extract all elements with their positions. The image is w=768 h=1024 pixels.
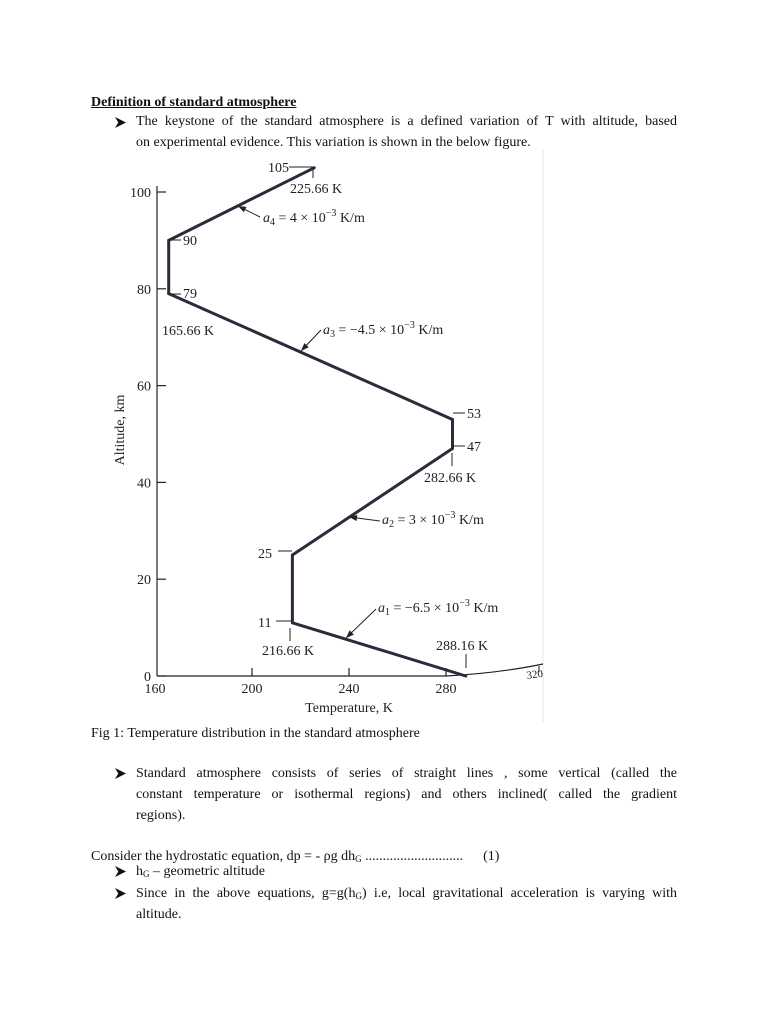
gradient-value: = −6.5 × 10 [390, 601, 460, 616]
altitude-bullet-h: h [136, 864, 143, 879]
gradient-unit: K/m [336, 211, 365, 226]
annotation-temp-165: 165.66 K [162, 324, 215, 339]
gradient-exponent: −3 [444, 510, 456, 521]
annotation-alt-47: 47 [467, 440, 481, 455]
annotation-temp-282: 282.66 K [424, 471, 477, 486]
annotation-temp-288: 288.16 K [436, 639, 489, 654]
gravity-bullet [136, 883, 677, 925]
gradient-exponent: −3 [325, 208, 337, 219]
altitude-bullet-text: – geometric altitude [149, 864, 265, 879]
profile-vertex-point [291, 554, 294, 557]
equation-number: (1) [483, 849, 500, 864]
arrow-a4-head [238, 206, 246, 212]
gradient-exponent: −3 [404, 320, 415, 331]
gradient-symbol: a [382, 513, 389, 528]
x-tick-label: 200 [241, 682, 263, 697]
y-tick-label: 0 [144, 670, 151, 685]
annotation-alt-11: 11 [258, 616, 272, 631]
gradient-unit: K/m [414, 323, 444, 338]
arrow-bullet-icon [115, 866, 126, 877]
annotation-alt-90: 90 [183, 234, 197, 249]
section-heading: Definition of standard atmosphere [91, 95, 297, 110]
temperature-profile-line [169, 168, 466, 676]
intro-bullet-line-1: The keystone of the standard atmosphere is a defined variation of T with altitude, based [136, 114, 677, 129]
altitude-bullet [136, 861, 265, 882]
annotation-temp-225: 225.66 K [290, 182, 343, 197]
gravity-bullet-post: ) i.e, local gravitational acceleration is varying with [361, 886, 677, 901]
gradient-subscript: 2 [389, 519, 394, 530]
gradient-label-a3 [323, 320, 443, 340]
y-tick-label: 40 [137, 476, 151, 492]
altitude-bullet-subscript: G [143, 869, 150, 879]
equation-dots: ............................ [361, 849, 464, 864]
annotation-alt-105: 105 [268, 161, 289, 176]
gradient-exponent: −3 [459, 598, 470, 609]
gradient-unit: K/m [455, 513, 484, 528]
gradient-unit: K/m [469, 601, 499, 616]
profile-vertex-point [464, 675, 467, 678]
gradient-value: = 4 × 10 [275, 211, 326, 226]
gradient-label-a4 [263, 208, 365, 228]
series-bullet-line-3: regions). [136, 808, 186, 823]
series-bullet-line-1: Standard atmosphere consists of series of straight lines , some vertical (called the [136, 766, 677, 781]
annotation-alt-53: 53 [467, 407, 481, 422]
profile-vertex-point [451, 447, 454, 450]
gravity-bullet-line-2: altitude. [136, 907, 182, 922]
series-bullet-line-2: constant temperature or isothermal regions) and others inclined( called the gradient [136, 787, 677, 802]
y-tick-label: 80 [137, 282, 151, 298]
equation-text: Consider the hydrostatic equation, dp = - ρg dh [91, 849, 356, 864]
y-tick-label: 20 [137, 573, 151, 589]
x-axis-label: Temperature, K [305, 701, 393, 716]
y-tick-label: 100 [130, 186, 151, 201]
arrow-bullet-icon [115, 768, 126, 779]
gradient-symbol: a [378, 601, 385, 616]
x-tick-label: 240 [338, 682, 360, 697]
profile-vertex-point [291, 621, 294, 624]
y-axis-label: Altitude, km [113, 394, 128, 466]
x-tick-label: 160 [144, 682, 166, 697]
series-bullet [136, 763, 677, 826]
y-tick-label: 60 [137, 379, 151, 395]
figure-caption: Fig 1: Temperature distribution in the standard atmosphere [91, 726, 420, 741]
annotation-temp-216: 216.66 K [262, 644, 315, 659]
gradient-value: = −4.5 × 10 [335, 323, 405, 338]
equation-subscript: G [355, 854, 362, 864]
gravity-bullet-subscript: G [355, 891, 362, 901]
x-tick-label: 320 [525, 667, 544, 682]
gradient-label-a1 [378, 598, 498, 618]
gravity-bullet-pre: Since in the above equations, g=g(h [136, 886, 356, 901]
gradient-subscript: 1 [385, 607, 390, 618]
profile-vertex-point [451, 418, 454, 421]
gradient-symbol: a [263, 211, 270, 226]
gravity-bullet-line-1 [136, 883, 677, 904]
x-tick-label: 280 [435, 682, 457, 697]
annotation-alt-79: 79 [183, 287, 197, 302]
gradient-symbol: a [323, 323, 330, 338]
annotation-alt-25: 25 [258, 547, 272, 562]
arrow-bullet-icon [115, 888, 126, 899]
intro-bullet-line-2: on experimental evidence. This variation is shown in the below figure. [136, 135, 531, 150]
gradient-subscript: 3 [330, 329, 335, 340]
gradient-value: = 3 × 10 [394, 513, 445, 528]
gradient-label-a2 [382, 510, 484, 530]
gradient-subscript: 4 [270, 217, 275, 228]
